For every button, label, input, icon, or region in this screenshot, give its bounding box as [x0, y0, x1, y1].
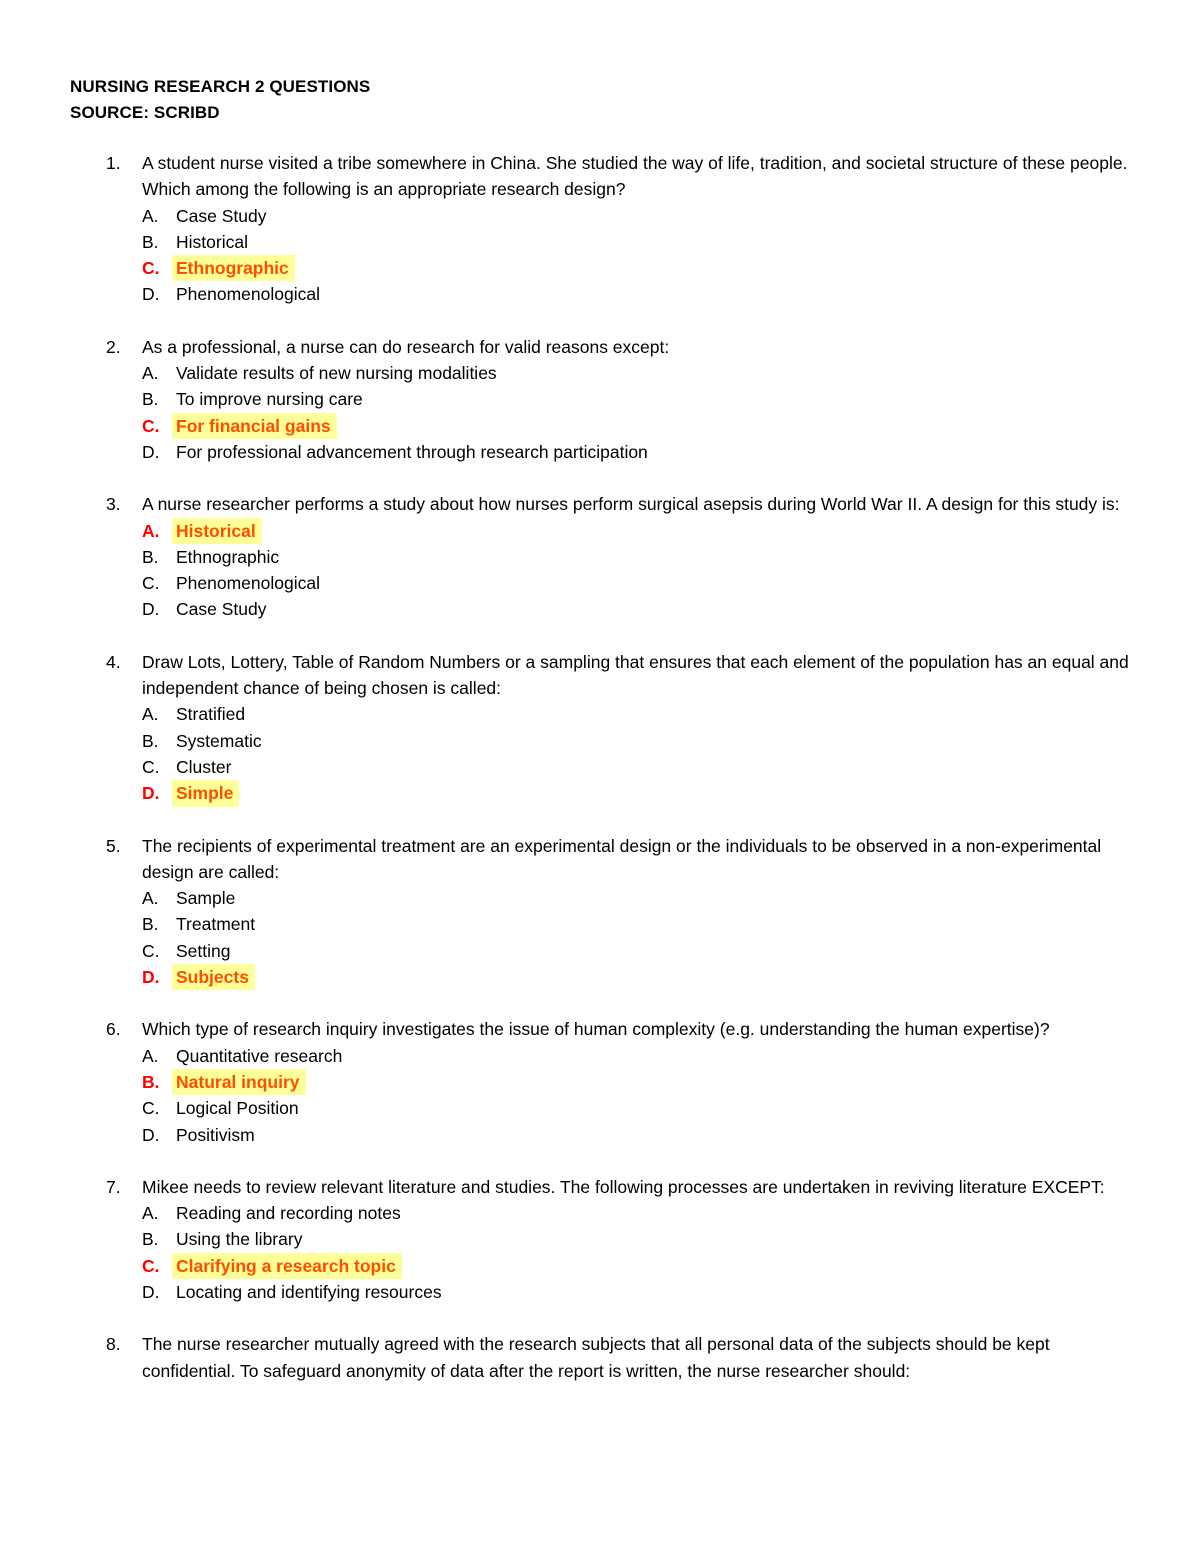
option-text: Setting — [176, 940, 231, 961]
question-number: 8. — [106, 1334, 121, 1355]
highlighted-answer-text: For financial gains — [172, 413, 337, 439]
option-letter: B. — [142, 1229, 159, 1250]
answer-option — [142, 1095, 1130, 1121]
answer-option — [142, 203, 1130, 229]
question-text: A student nurse visited a tribe somewhere in China. She studied the way of life, tradition, and societal structure of these people. Which among the following is an appropriate research design? — [142, 153, 1128, 200]
question-text: Draw Lots, Lottery, Table of Random Numbers or a sampling that ensures that each element of the population has an equal and independent chance of being chosen is called: — [142, 651, 1129, 699]
option-text: Cluster — [176, 756, 232, 777]
answer-option — [142, 281, 1130, 307]
option-list — [142, 885, 1130, 990]
question-number: 1. — [106, 153, 121, 173]
option-letter: B. — [142, 914, 159, 935]
option-text: Sample — [176, 888, 236, 909]
option-letter: C. — [142, 940, 160, 961]
option-text: Case Study — [176, 205, 267, 226]
highlighted-answer-text: Subjects — [172, 964, 255, 990]
option-letter: D. — [142, 783, 160, 804]
option-letter: A. — [142, 1045, 159, 1066]
option-text: Logical Position — [176, 1098, 299, 1119]
option-letter: B. — [142, 1071, 160, 1092]
option-letter: C. — [142, 1255, 160, 1276]
highlighted-answer-text: Clarifying a research topic — [172, 1253, 402, 1279]
option-text: For professional advancement through research participation — [176, 441, 648, 462]
option-letter: B. — [142, 730, 159, 751]
question-item — [70, 334, 1130, 465]
question-number: 6. — [106, 1019, 121, 1040]
option-list — [142, 518, 1130, 623]
question-number: 5. — [106, 835, 121, 856]
highlighted-answer-text: Simple — [172, 780, 239, 806]
option-list — [142, 203, 1130, 308]
question-item — [70, 1174, 1130, 1305]
option-letter: B. — [142, 231, 159, 252]
highlighted-answer-text: Natural inquiry — [172, 1069, 306, 1095]
highlighted-answer-text: Historical — [172, 518, 262, 544]
answer-option — [142, 544, 1130, 570]
option-letter: D. — [142, 441, 160, 462]
option-letter: C. — [142, 573, 160, 594]
question-item — [70, 150, 1130, 308]
question-item — [70, 833, 1130, 991]
option-letter: A. — [142, 888, 159, 909]
option-letter: D. — [142, 284, 160, 305]
option-letter: D. — [142, 599, 160, 620]
question-number: 4. — [106, 651, 121, 672]
answer-option — [142, 360, 1130, 386]
answer-option — [142, 439, 1130, 465]
answer-option — [142, 754, 1130, 780]
option-text: To improve nursing care — [176, 389, 363, 410]
option-letter: C. — [142, 1098, 160, 1119]
option-list — [142, 360, 1130, 465]
correct-answer-option — [142, 255, 1130, 281]
answer-option — [142, 386, 1130, 412]
option-text: Quantitative research — [176, 1045, 343, 1066]
correct-answer-option — [142, 1253, 1130, 1279]
option-text: Positivism — [176, 1124, 255, 1145]
correct-answer-option — [142, 964, 1130, 990]
answer-option — [142, 229, 1130, 255]
question-text: As a professional, a nurse can do research for valid reasons except: — [142, 336, 670, 357]
document-source: SOURCE: SCRIBD — [70, 103, 220, 122]
question-text: Mikee needs to review relevant literature and studies. The following processes are undertaken in reviving literature EXCEPT: — [142, 1176, 1105, 1197]
question-text: The nurse researcher mutually agreed with the research subjects that all personal data of the subjects should be kept confidential. To safeguard anonymity of data after the report is written, the nurse researcher should: — [142, 1334, 1050, 1381]
option-text: Ethnographic — [176, 546, 280, 567]
option-letter: D. — [142, 967, 160, 988]
answer-option — [142, 1043, 1130, 1069]
option-letter: C. — [142, 756, 160, 777]
question-number: 2. — [106, 336, 121, 357]
question-number: 3. — [106, 494, 121, 515]
option-letter: D. — [142, 1124, 160, 1145]
question-item — [70, 1331, 1130, 1384]
option-letter: A. — [142, 205, 159, 226]
option-text: Phenomenological — [176, 284, 320, 305]
answer-option — [142, 911, 1130, 937]
option-letter: C. — [142, 258, 160, 279]
correct-answer-option — [142, 780, 1130, 806]
option-text: Phenomenological — [176, 573, 320, 594]
option-letter: A. — [142, 1203, 159, 1224]
answer-option — [142, 1122, 1130, 1148]
option-text: Treatment — [176, 914, 256, 935]
question-text: A nurse researcher performs a study about how nurses perform surgical asepsis during World War II. A design for this study is: — [142, 494, 1120, 515]
option-text: Locating and identifying resources — [176, 1281, 442, 1302]
answer-option — [142, 1226, 1130, 1252]
question-text: The recipients of experimental treatment are an experimental design or the individuals to be observed in a non-experimental design are called: — [142, 835, 1102, 882]
option-text: Systematic — [176, 730, 262, 751]
question-item — [70, 649, 1130, 807]
question-number: 7. — [106, 1176, 121, 1197]
answer-option — [142, 938, 1130, 964]
option-text: Stratified — [176, 704, 246, 725]
correct-answer-option — [142, 1069, 1130, 1095]
question-list — [70, 150, 1130, 1384]
correct-answer-option — [142, 413, 1130, 439]
answer-option — [142, 701, 1130, 727]
question-item — [70, 1016, 1130, 1147]
answer-option — [142, 1279, 1130, 1305]
option-text: Historical — [176, 231, 248, 252]
option-letter: B. — [142, 389, 159, 410]
correct-answer-option — [142, 518, 1130, 544]
option-letter: A. — [142, 520, 160, 541]
option-list — [142, 1200, 1130, 1305]
option-letter: B. — [142, 546, 159, 567]
option-text: Using the library — [176, 1229, 303, 1250]
question-text: Which type of research inquiry investigates the issue of human complexity (e.g. understanding the human expertise)? — [142, 1019, 1050, 1040]
answer-option — [142, 1200, 1130, 1226]
option-list — [142, 1043, 1130, 1148]
answer-option — [142, 596, 1130, 622]
option-text: Validate results of new nursing modalities — [176, 363, 497, 384]
option-letter: A. — [142, 363, 159, 384]
question-item — [70, 491, 1130, 622]
option-list — [142, 701, 1130, 806]
option-letter: A. — [142, 704, 159, 725]
highlighted-answer-text: Ethnographic — [172, 255, 295, 281]
option-letter: D. — [142, 1281, 160, 1302]
option-letter: C. — [142, 415, 160, 436]
answer-option — [142, 570, 1130, 596]
document-title: NURSING RESEARCH 2 QUESTIONS — [70, 77, 371, 96]
answer-option — [142, 728, 1130, 754]
option-text: Reading and recording notes — [176, 1203, 401, 1224]
option-text: Case Study — [176, 599, 267, 620]
answer-option — [142, 885, 1130, 911]
